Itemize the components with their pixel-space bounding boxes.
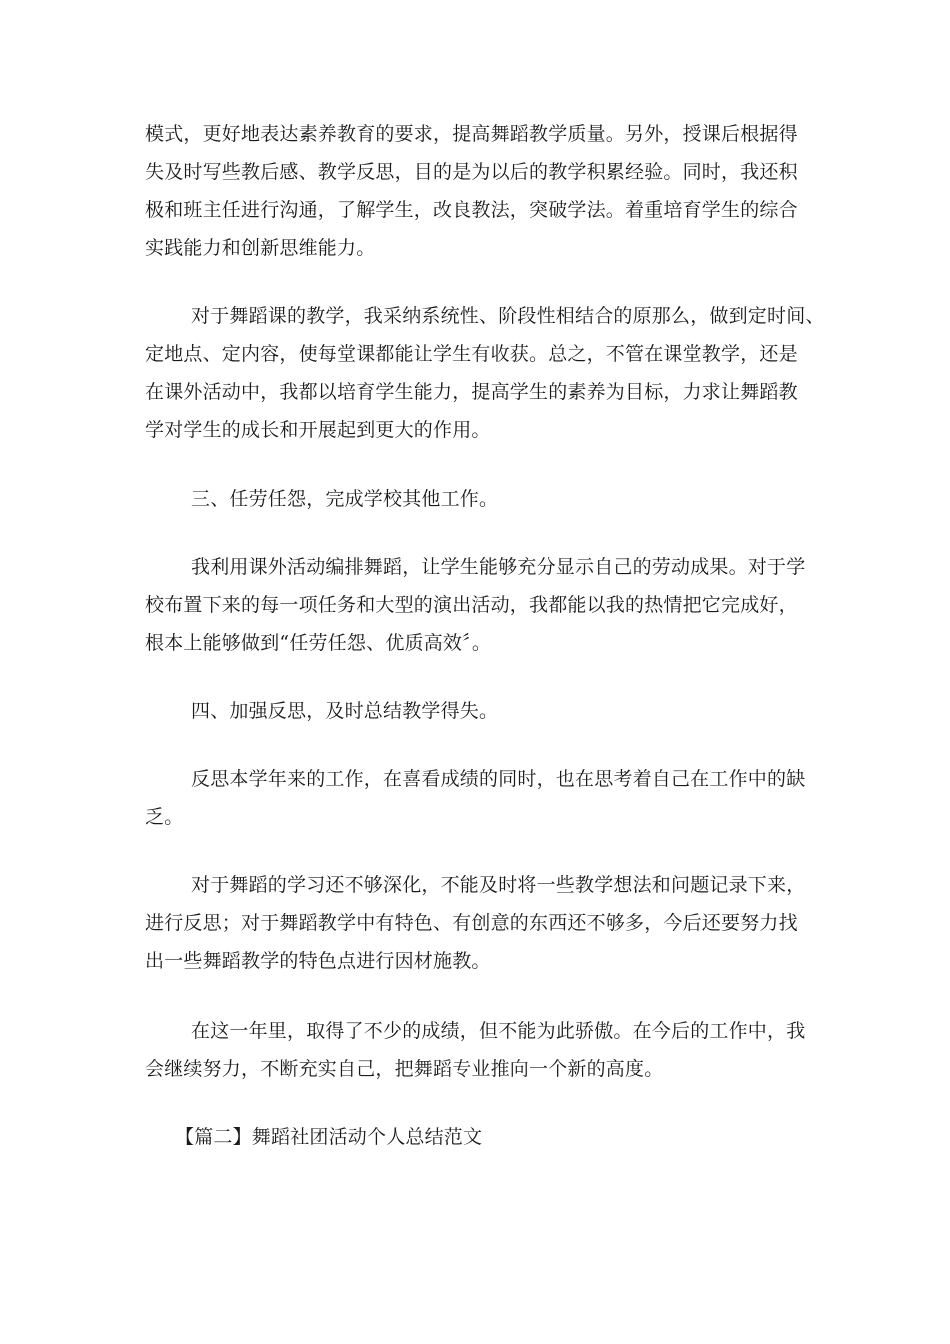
text-line: 会继续努力，不断充实自己，把舞蹈专业推向一个新的高度。 (145, 1058, 664, 1080)
text-line: 出一些舞蹈教学的特色点进行因材施教。 (145, 950, 491, 972)
text-line: 根本上能够做到“任劳任怨、优质高效〞。 (145, 632, 492, 654)
text-line: 反思本学年来的工作，在喜看成绩的同时，也在思考着自己在工作中的缺 (191, 768, 806, 790)
text-line: 学对学生的成长和开展起到更大的作用。 (145, 419, 491, 441)
paragraph-conclusion (145, 1012, 810, 1088)
section-heading-3 (145, 480, 810, 518)
text-line: 校布置下来的每一项任务和大型的演出活动，我都能以我的热情把它完成好， (145, 594, 798, 616)
paragraph-dance-class (145, 297, 825, 449)
text-line: 模式，更好地表达素养教育的要求，提高舞蹈教学质量。另外，授课后根据得 (145, 123, 798, 145)
text-line: 我利用课外活动编排舞蹈，让学生能够充分显示自己的劳动成果。对于学 (191, 556, 806, 578)
text-line: 实践能力和创新思维能力。 (145, 237, 376, 259)
text-line: 对于舞蹈的学习还不够深化，不能及时将一些教学想法和问题记录下来， (191, 874, 806, 896)
paragraph-shortcomings (145, 866, 810, 980)
text-line: 对于舞蹈课的教学，我采纳系统性、阶段性相结合的原那么，做到定时间、 (191, 305, 825, 327)
heading-line: 三、任劳任怨，完成学校其他工作。 (191, 488, 499, 510)
section-heading-4 (145, 692, 810, 730)
text-line: 在这一年里，取得了不少的成绩，但不能为此骄傲。在今后的工作中，我 (191, 1020, 806, 1042)
paragraph-teaching-mode (145, 115, 810, 267)
heading-line: 【篇二】舞蹈社团活动个人总结范文 (175, 1126, 483, 1148)
paragraph-reflection (145, 760, 810, 836)
text-line: 在课外活动中，我都以培育学生能力，提高学生的素养为目标，力求让舞蹈教 (145, 381, 798, 403)
text-line: 乏。 (145, 806, 184, 828)
text-line: 进行反思；对于舞蹈教学中有特色、有创意的东西还不够多，今后还要努力找 (145, 912, 798, 934)
text-line: 定地点、定内容，使每堂课都能让学生有收获。总之，不管在课堂教学，还是 (145, 343, 798, 365)
heading-line: 四、加强反思，及时总结教学得失。 (191, 700, 499, 722)
paragraph-extracurricular (145, 548, 810, 662)
text-line: 极和班主任进行沟通，了解学生，改良教法，突破学法。着重培育学生的综合 (145, 199, 798, 221)
text-line: 失及时写些教后感、教学反思，目的是为以后的教学积累经验。同时，我还积 (145, 161, 798, 183)
section-title-part-two (145, 1118, 810, 1156)
